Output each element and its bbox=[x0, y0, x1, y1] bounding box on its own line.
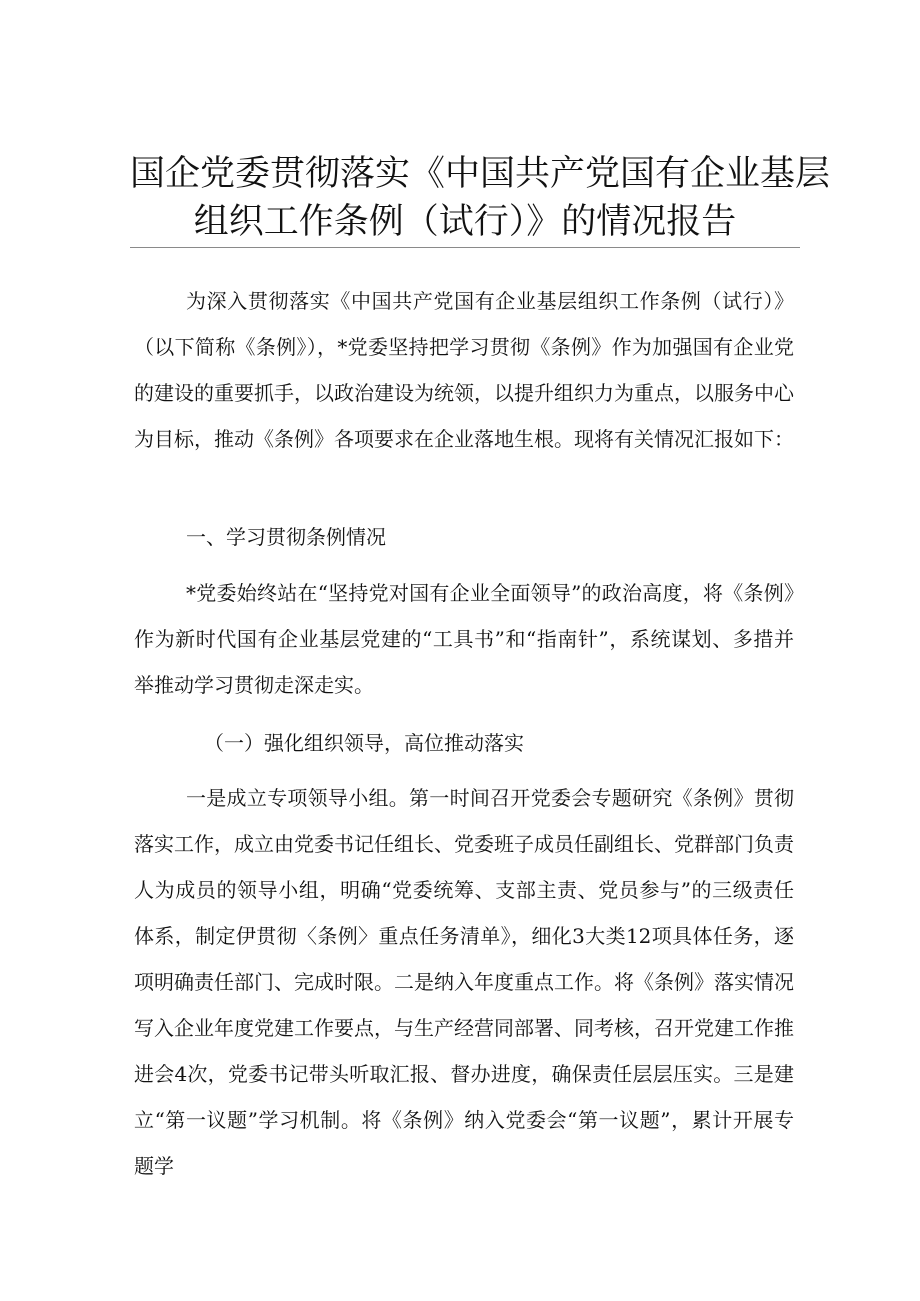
document-title bbox=[130, 150, 831, 246]
title-line-1: 国企党委贯彻落实《中国共产党国有企业基层 bbox=[130, 154, 831, 194]
title-underline bbox=[130, 247, 800, 248]
title-line-2: 组织工作条例（试行）》的情况报告 bbox=[193, 202, 737, 242]
subsection-1-paragraph: 一是成立专项领导小组。第一时间召开党委会专题研究《条例》贯彻落实工作，成立由党委书记任组长、党委班子成员任副组长、党群部门负责人为成员的领导小组，明确“党委统筹、支部主责、党员参与”的三级责任体系，制定伊贯彻〈条例〉重点任务清单》，细化3大类12项具体任务，逐项明确责任部门、完成时限。二是纳入年度重点工作。将《条例》落实情况写入企业年度党建工作要点，与生产经营同部署、同考核，召开党建工作推进会4次，党委书记带头听取汇报、督办进度，确保责任层层压实。三是建立“第一议题”学习机制。将《条例》纳入党委会“第一议题”，累计开展专题学 bbox=[134, 786, 794, 1178]
section-1-heading: 一、学习贯彻条例情况 bbox=[186, 525, 386, 549]
subsection-1-heading: （一）强化组织领导，高位推动落实 bbox=[204, 731, 524, 755]
intro-paragraph: 为深入贯彻落实《中国共产党国有企业基层组织工作条例（试行）》（以下简称《条例》），*党委坚持把学习贯彻《条例》作为加强国有企业党的建设的重要抓手，以政治建设为统领，以提升组织力为重点，以服务中心为目标，推动《条例》各项要求在企业落地生根。现将有关情况汇报如下： bbox=[134, 289, 794, 451]
section-1-paragraph: *党委始终站在“坚持党对国有企业全面领导”的政治高度，将《条例》作为新时代国有企业基层党建的“工具书”和“指南针”，系统谋划、多措并举推动学习贯彻走深走实。 bbox=[134, 581, 794, 697]
